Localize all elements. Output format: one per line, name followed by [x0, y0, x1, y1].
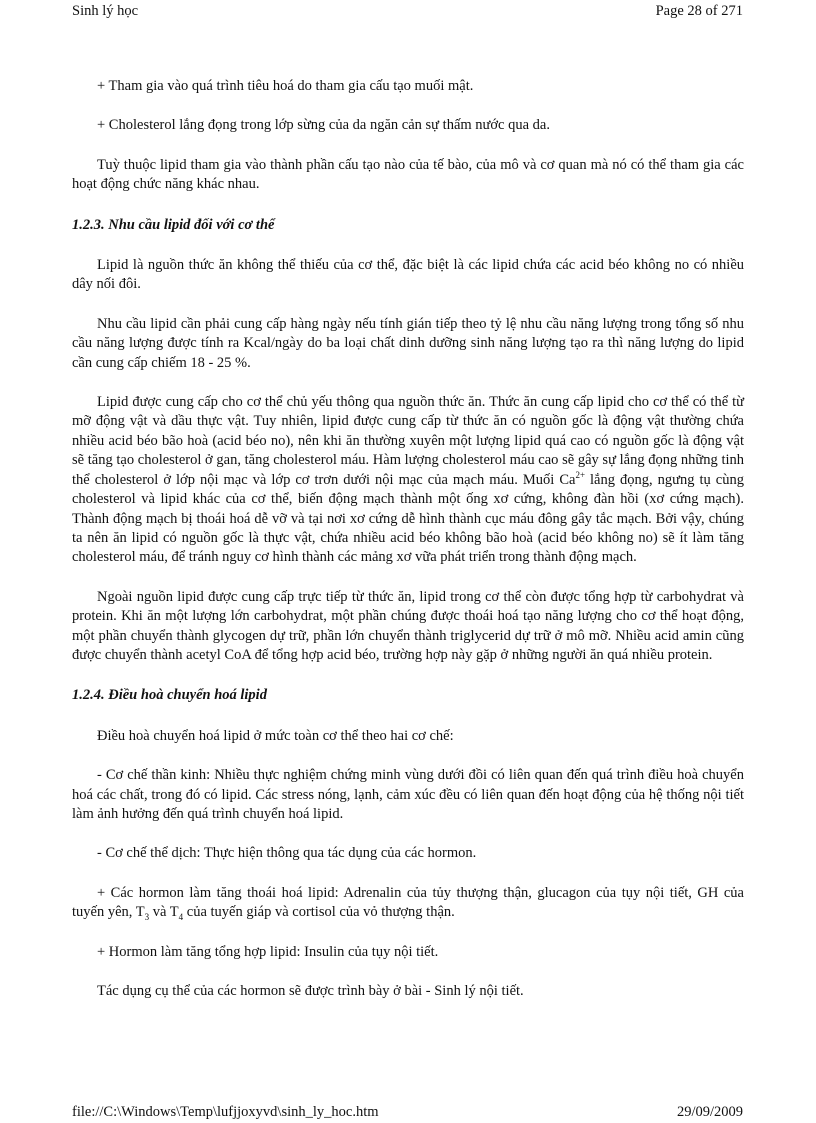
- subscript: 4: [178, 912, 184, 923]
- page-number: Page 28 of 271: [655, 3, 743, 19]
- section-heading: 1.2.4. Điều hoà chuyển hoá lipid: [72, 687, 267, 704]
- paragraph: Điều hoà chuyển hoá lipid ở mức toàn cơ thể theo hai cơ chế:: [97, 727, 454, 744]
- superscript: 2+: [575, 469, 586, 480]
- paragraph: [72, 393, 744, 568]
- document-body: [72, 77, 744, 1001]
- text-run: Lipid được cung cấp cho cơ thể chủ yếu thông qua nguồn thức ăn. Thức ăn cung cấp lipid cho cơ thể có thể từ mỡ động vật và dầu thực vật. Tuy nhiên, lipid được cung cấp từ thức ăn có nguồn gốc là động vật thường chứa nhiều acid béo bão hoà (acid béo no), nên khi ăn thường xuyên một lượng lipid quá cao có nguồn gốc là động vật sẽ tăng tạo cholesterol ở gan, tăng cholesterol máu. Hàm lượng cholesterol máu cao sẽ gây sự lắng đọng những tinh thể cholesterol ở lớp nội mạc và lớp cơ trơn dưới nội mạc của mạch máu. Muối Ca: [72, 394, 744, 488]
- section-heading: 1.2.3. Nhu cầu lipid đối với cơ thể: [72, 216, 275, 233]
- text-run: của tuyến giáp và cortisol của vỏ thượng thận.: [183, 904, 455, 921]
- paragraph: + Hormon làm tăng tổng hợp lipid: Insulin của tụy nội tiết.: [97, 943, 439, 960]
- subscript: 3: [144, 912, 150, 923]
- footer-date: 29/09/2009: [676, 1104, 743, 1120]
- paragraph: - Cơ chế thể dịch: Thực hiện thông qua tác dụng của các hormon.: [97, 845, 477, 862]
- text-run: lắng đọng, ngưng tụ cùng cholesterol và lipid khác của cơ thể, biến động mạch thành một ống xơ cứng, không đàn hồi (xơ cứng mạch). Thành động mạch bị thoái hoá dễ vỡ và tại nơi xơ cứng dễ hình thành cục máu đông gây tắc mạch. Bởi vậy, chúng ta nên ăn lipid có nguồn gốc là thực vật, chứa nhiều acid béo không bão hoà (acid béo không no) sẽ ít làm tăng cholesterol máu, để tránh nguy cơ hình thành các mảng xơ vữa phát triển trong thành động mạch.: [72, 471, 744, 566]
- text-run: và T: [149, 904, 179, 921]
- paragraph: Tuỳ thuộc lipid tham gia vào thành phần cấu tạo nào của tế bào, của mô và cơ quan mà nó có thể tham gia các hoạt động chức năng khác nhau.: [72, 156, 744, 193]
- paragraph: Ngoài nguồn lipid được cung cấp trực tiếp từ thức ăn, lipid trong cơ thể còn được tổng hợp từ carbohydrat và protein. Khi ăn một lượng lớn carbohydrat, một phần chúng được thoái hoá tạo năng lượng cho cơ thể hoạt động, một phần chuyển thành glycogen dự trữ, phần lớn chuyển thành triglycerid dự trữ ở mô mỡ. Nhiều acid amin cũng được chuyển thành acetyl CoA để tổng hợp acid béo, trường hợp này gặp ở những người ăn quá nhiều protein.: [72, 588, 744, 663]
- paragraph: Lipid là nguồn thức ăn không thể thiếu của cơ thể, đặc biệt là các lipid chứa các acid béo không no có nhiều dây nối đôi.: [72, 257, 744, 293]
- header-title: Sinh lý học: [72, 3, 139, 19]
- paragraph: [72, 884, 744, 923]
- paragraph: - Cơ chế thần kinh: Nhiều thực nghiệm chứng minh vùng dưới đồi có liên quan đến quá trình điều hoà chuyển hoá các chất, trong đó có lipid. Các stress nóng, lạnh, cảm xúc đều có liên quan đến hoạt động của hệ thống nội tiết làm ảnh hưởng đến quá trình chuyển hoá lipid.: [72, 767, 744, 822]
- footer-path: file://C:\Windows\Temp\lufjjoxyvd\sinh_ly_hoc.htm: [72, 1104, 379, 1120]
- paragraph: + Tham gia vào quá trình tiêu hoá do tham gia cấu tạo muối mật.: [97, 78, 474, 94]
- text-run: + Các hormon làm tăng thoái hoá lipid: Adrenalin của tủy thượng thận, glucagon của tụy nội tiết, GH của tuyến yên, T: [72, 884, 744, 921]
- paragraph: Nhu cầu lipid cần phải cung cấp hàng ngày nếu tính gián tiếp theo tỷ lệ nhu cầu năng lượng trong tổng số nhu cầu năng lượng được tính ra Kcal/ngày do ba loại chất dinh dưỡng sinh năng lượng tạo ra thì năng lượng do lipid cần cung cấp chiếm 18 - 25 %.: [72, 315, 744, 371]
- paragraph: Tác dụng cụ thể của các hormon sẽ được trình bày ở bài - Sinh lý nội tiết.: [97, 983, 524, 999]
- paragraph: + Cholesterol lắng đọng trong lớp sừng của da ngăn cản sự thấm nước qua da.: [97, 117, 550, 134]
